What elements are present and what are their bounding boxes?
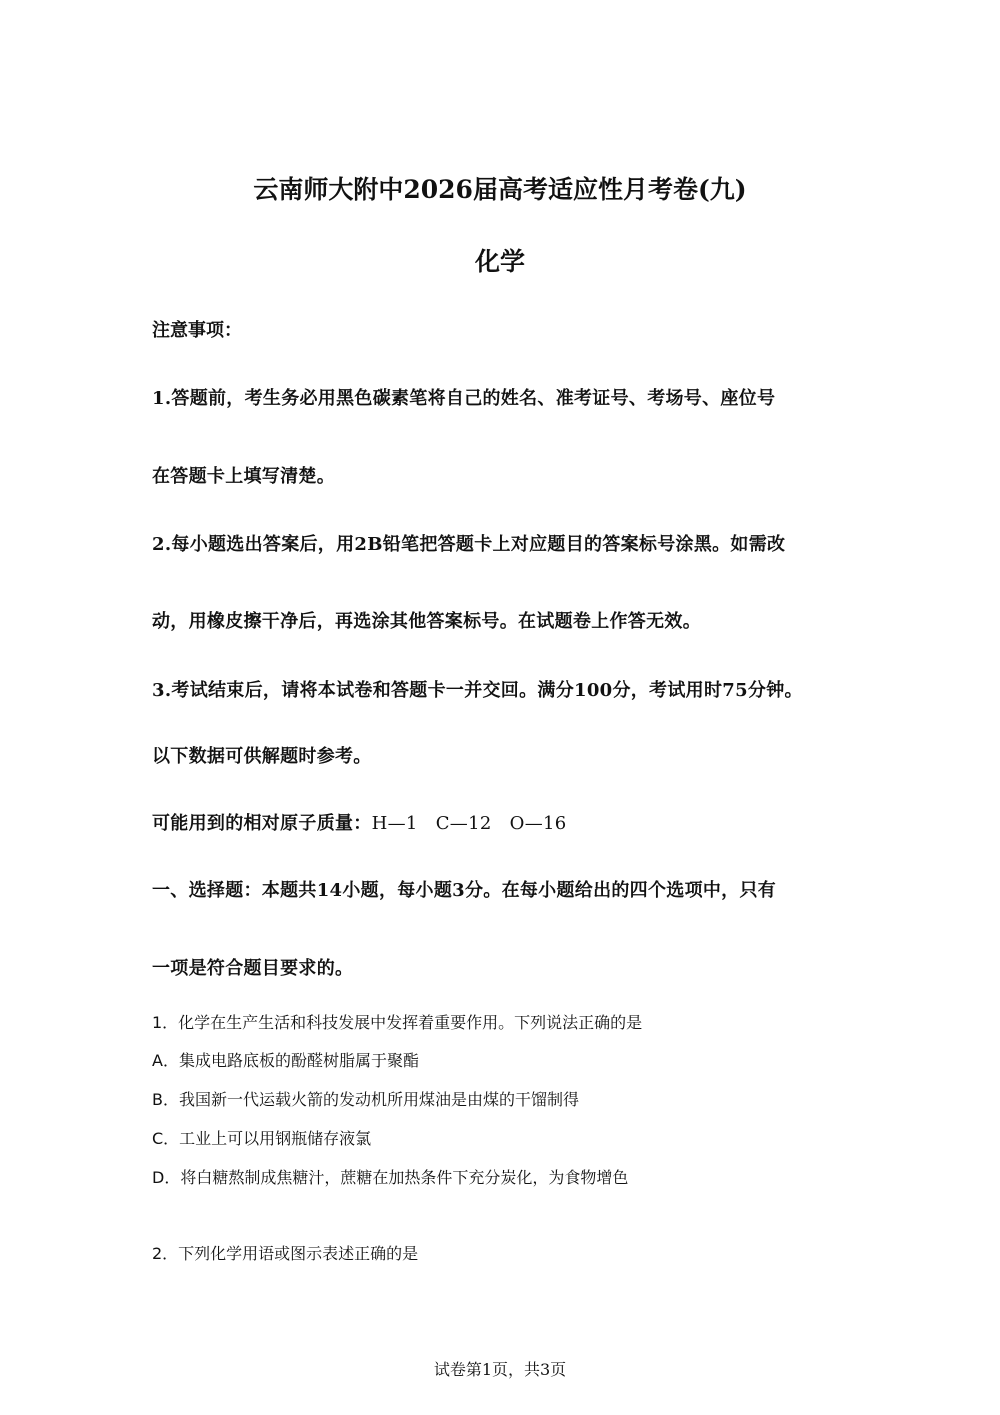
atomic-mass-line: [152, 809, 567, 835]
section1-line-1: 一、选择题：本题共14小题，每小题3分。在每小题给出的四个选项中，只有: [152, 880, 777, 901]
notice-heading: 注意事项：: [152, 320, 242, 341]
notice-line-2: 在答题卡上填写清楚。: [152, 466, 335, 487]
question-1-option-a: A．集成电路底板的酚醛树脂属于聚酯: [152, 1051, 419, 1070]
notice-line-3: 2.每小题选出答案后，用2B铅笔把答题卡上对应题目的答案标号涂黑。如需改: [152, 534, 786, 555]
question-1-option-b: B．我国新一代运载火箭的发动机所用煤油是由煤的干馏制得: [152, 1090, 579, 1109]
atomic-mass-values: H—1 C—12 O—16: [371, 813, 567, 834]
question-2-stem: 2．下列化学用语或图示表述正确的是: [152, 1244, 419, 1263]
notice-line-4: 动，用橡皮擦干净后，再选涂其他答案标号。在试题卷上作答无效。: [152, 611, 701, 632]
page-footer: 试卷第1页，共3页: [433, 1360, 567, 1379]
section1-line-2: 一项是符合题目要求的。: [152, 958, 354, 979]
question-1-stem: 1．化学在生产生活和科技发展中发挥着重要作用。下列说法正确的是: [152, 1013, 643, 1032]
atomic-mass-label: 可能用到的相对原子质量：: [152, 813, 372, 834]
subject-title: 化学: [474, 247, 525, 276]
exam-title: 云南师大附中2026届高考适应性月考卷(九): [253, 175, 747, 204]
notice-line-1: 1.答题前，考生务必用黑色碳素笔将自己的姓名、准考证号、考场号、座位号: [152, 388, 776, 409]
question-1-option-c: C．工业上可以用钢瓶储存液氯: [152, 1129, 372, 1148]
question-1-option-d: D．将白糖熬制成焦糖汁，蔗糖在加热条件下充分炭化，为食物增色: [152, 1168, 629, 1187]
notice-line-5: 3.考试结束后，请将本试卷和答题卡一并交回。满分100分，考试用时75分钟。: [152, 680, 803, 701]
notice-line-6: 以下数据可供解题时参考。: [152, 746, 372, 767]
